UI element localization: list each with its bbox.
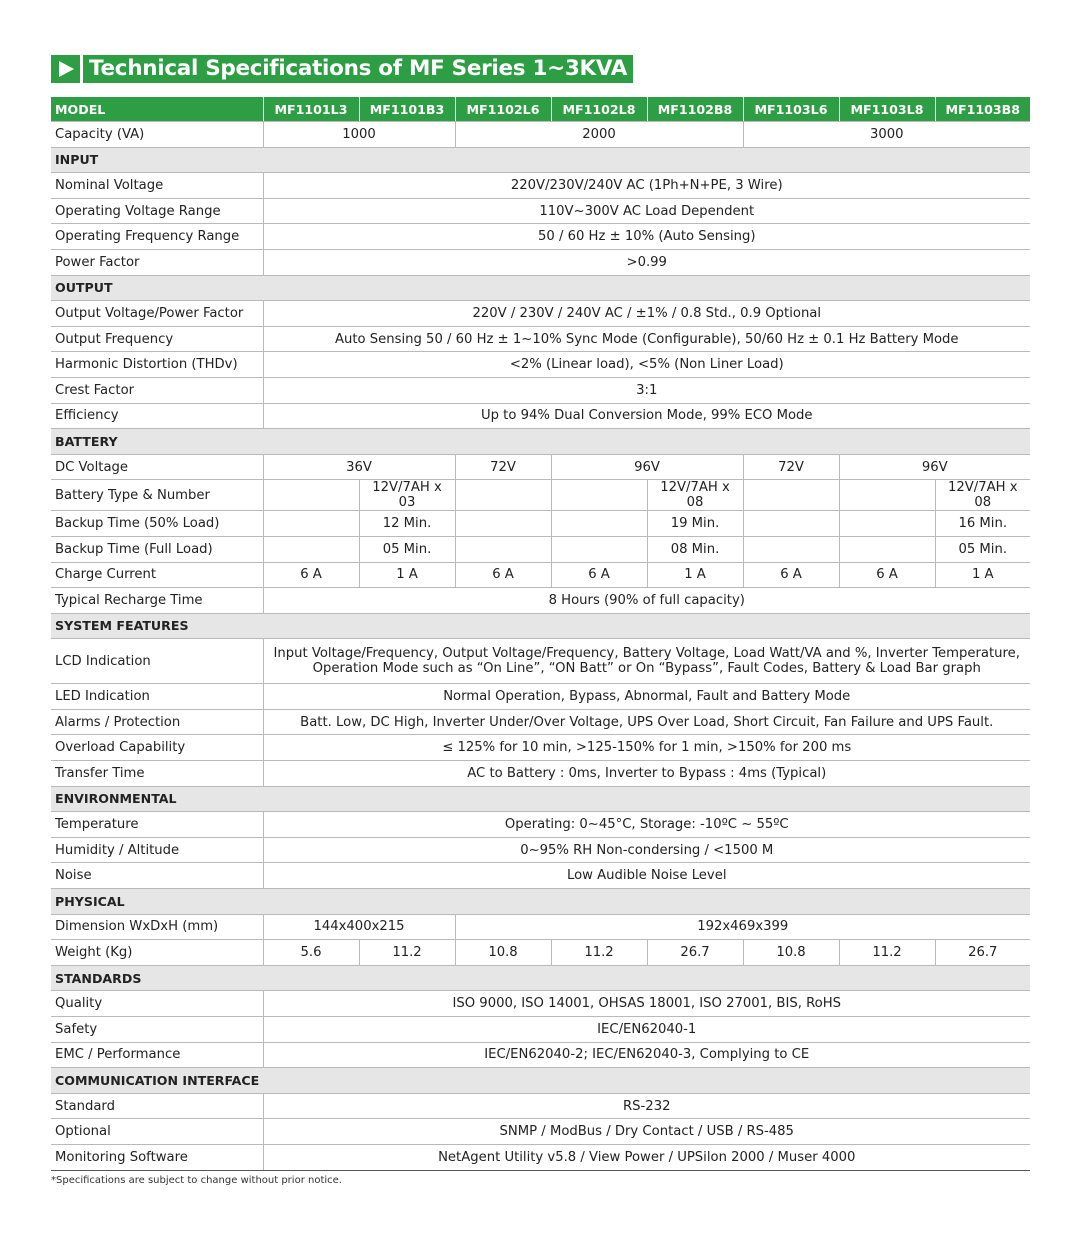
row-label: Nominal Voltage <box>51 173 263 199</box>
row-value: 16 Min. <box>935 511 1030 537</box>
row-value: 1 A <box>935 562 1030 588</box>
table-row <box>51 536 1030 562</box>
row-value: SNMP / ModBus / Dry Contact / USB / RS-485 <box>263 1119 1030 1145</box>
empty-cell <box>743 536 839 562</box>
empty-cell <box>743 480 839 511</box>
model-header: MODEL <box>51 97 263 122</box>
section-heading-row <box>51 889 1030 915</box>
table-row <box>51 812 1030 838</box>
table-row <box>51 224 1030 250</box>
section-heading-row <box>51 1068 1030 1094</box>
row-value: 12V/7AH x 08 <box>647 480 743 511</box>
row-label: Efficiency <box>51 403 263 429</box>
table-row <box>51 326 1030 352</box>
row-value: 6 A <box>743 562 839 588</box>
row-value: 72V <box>743 454 839 480</box>
row-label: Standard <box>51 1093 263 1119</box>
table-row <box>51 761 1030 787</box>
table-row <box>51 588 1030 614</box>
row-value: 11.2 <box>839 940 935 966</box>
footnote: *Specifications are subject to change without prior notice. <box>51 1175 342 1186</box>
row-value: 220V / 230V / 240V AC / ±1% / 0.8 Std., 0.9 Optional <box>263 301 1030 327</box>
row-label: Quality <box>51 991 263 1017</box>
section-heading: ENVIRONMENTAL <box>51 786 1030 812</box>
row-label: Optional <box>51 1119 263 1145</box>
section-heading: SYSTEM FEATURES <box>51 613 1030 639</box>
row-value: 36V <box>263 454 455 480</box>
table-row <box>51 301 1030 327</box>
model-name: MF1102L8 <box>551 97 647 122</box>
row-value: 12V/7AH x 03 <box>359 480 455 511</box>
table-row <box>51 837 1030 863</box>
table-row <box>51 1119 1030 1145</box>
row-value: >0.99 <box>263 249 1030 275</box>
row-label: Dimension WxDxH (mm) <box>51 914 263 940</box>
row-value: IEC/EN62040-2; IEC/EN62040-3, Complying to CE <box>263 1042 1030 1068</box>
table-row <box>51 1042 1030 1068</box>
row-value: 6 A <box>551 562 647 588</box>
row-value: 220V/230V/240V AC (1Ph+N+PE, 3 Wire) <box>263 173 1030 199</box>
model-name: MF1103L6 <box>743 97 839 122</box>
table-row <box>51 639 1030 684</box>
section-heading: PHYSICAL <box>51 889 1030 915</box>
row-value: IEC/EN62040-1 <box>263 1017 1030 1043</box>
row-value: 50 / 60 Hz ± 10% (Auto Sensing) <box>263 224 1030 250</box>
section-heading: COMMUNICATION INTERFACE <box>51 1068 1030 1094</box>
row-label: Alarms / Protection <box>51 709 263 735</box>
row-value: 08 Min. <box>647 536 743 562</box>
row-label: Operating Voltage Range <box>51 198 263 224</box>
table-row <box>51 709 1030 735</box>
row-value: NetAgent Utility v5.8 / View Power / UPSilon 2000 / Muser 4000 <box>263 1144 1030 1170</box>
row-value: 26.7 <box>647 940 743 966</box>
row-value: 10.8 <box>743 940 839 966</box>
lcd-line-1: Input Voltage/Frequency, Output Voltage/Frequency, Battery Voltage, Load Watt/VA and %, Inverter Temperature, <box>273 646 1020 662</box>
row-label: LED Indication <box>51 684 263 710</box>
row-value: 3:1 <box>263 377 1030 403</box>
row-value: 11.2 <box>359 940 455 966</box>
row-label: Safety <box>51 1017 263 1043</box>
section-heading: INPUT <box>51 147 1030 173</box>
table-row <box>51 1144 1030 1170</box>
model-name: MF1102B8 <box>647 97 743 122</box>
row-label: Harmonic Distortion (THDv) <box>51 352 263 378</box>
row-value: Auto Sensing 50 / 60 Hz ± 1~10% Sync Mode (Configurable), 50/60 Hz ± 0.1 Hz Battery Mode <box>263 326 1030 352</box>
row-value: 110V~300V AC Load Dependent <box>263 198 1030 224</box>
row-label: Output Voltage/Power Factor <box>51 301 263 327</box>
section-heading: BATTERY <box>51 429 1030 455</box>
row-label: Typical Recharge Time <box>51 588 263 614</box>
table-row <box>51 940 1030 966</box>
row-value: 1 A <box>647 562 743 588</box>
row-label: Overload Capability <box>51 735 263 761</box>
row-label: Temperature <box>51 812 263 838</box>
table-row <box>51 454 1030 480</box>
empty-cell <box>455 536 551 562</box>
row-label: Operating Frequency Range <box>51 224 263 250</box>
model-name: MF1101B3 <box>359 97 455 122</box>
empty-cell <box>551 511 647 537</box>
row-value: AC to Battery : 0ms, Inverter to Bypass : 4ms (Typical) <box>263 761 1030 787</box>
row-value: Up to 94% Dual Conversion Mode, 99% ECO Mode <box>263 403 1030 429</box>
table-row <box>51 1017 1030 1043</box>
table-row <box>51 684 1030 710</box>
row-label: Humidity / Altitude <box>51 837 263 863</box>
row-value: Operating: 0~45°C, Storage: -10ºC ~ 55ºC <box>263 812 1030 838</box>
row-value <box>263 639 1030 684</box>
row-value: 8 Hours (90% of full capacity) <box>263 588 1030 614</box>
lcd-line-2: Operation Mode such as “On Line”, “ON Batt” or On “Bypass”, Fault Codes, Battery & Load Bar graph <box>312 661 981 677</box>
section-heading-row <box>51 786 1030 812</box>
model-name: MF1101L3 <box>263 97 359 122</box>
table-row <box>51 511 1030 537</box>
row-label: Monitoring Software <box>51 1144 263 1170</box>
empty-cell <box>263 511 359 537</box>
row-value: 10.8 <box>455 940 551 966</box>
section-heading: OUTPUT <box>51 275 1030 301</box>
table-row <box>51 863 1030 889</box>
table-row <box>51 352 1030 378</box>
empty-cell <box>839 480 935 511</box>
table-row <box>51 1093 1030 1119</box>
row-value: <2% (Linear load), <5% (Non Liner Load) <box>263 352 1030 378</box>
row-value: ISO 9000, ISO 14001, OHSAS 18001, ISO 27001, BIS, RoHS <box>263 991 1030 1017</box>
row-value: 2000 <box>455 122 743 148</box>
row-value: Low Audible Noise Level <box>263 863 1030 889</box>
row-label: Crest Factor <box>51 377 263 403</box>
empty-cell <box>263 480 359 511</box>
empty-cell <box>743 511 839 537</box>
row-value: Batt. Low, DC High, Inverter Under/Over Voltage, UPS Over Load, Short Circuit, Fan Failure and UPS Fault. <box>263 709 1030 735</box>
row-label: EMC / Performance <box>51 1042 263 1068</box>
row-value: 05 Min. <box>359 536 455 562</box>
empty-cell <box>551 480 647 511</box>
section-heading-row <box>51 613 1030 639</box>
row-value: 12 Min. <box>359 511 455 537</box>
row-label: Power Factor <box>51 249 263 275</box>
row-label: Backup Time (Full Load) <box>51 536 263 562</box>
table-row <box>51 562 1030 588</box>
row-label: LCD Indication <box>51 639 263 684</box>
table-row <box>51 377 1030 403</box>
table-row <box>51 403 1030 429</box>
header-row <box>51 97 1030 122</box>
table-row <box>51 249 1030 275</box>
row-label: Output Frequency <box>51 326 263 352</box>
row-value: RS-232 <box>263 1093 1030 1119</box>
row-value: 72V <box>455 454 551 480</box>
table-row <box>51 735 1030 761</box>
row-value: ≤ 125% for 10 min, >125-150% for 1 min, >150% for 200 ms <box>263 735 1030 761</box>
table-row <box>51 122 1030 148</box>
row-value: 192x469x399 <box>455 914 1030 940</box>
row-value: 6 A <box>455 562 551 588</box>
row-value: 12V/7AH x 08 <box>935 480 1030 511</box>
section-heading-row <box>51 965 1030 991</box>
table-row <box>51 198 1030 224</box>
row-label: Weight (Kg) <box>51 940 263 966</box>
row-value: 5.6 <box>263 940 359 966</box>
play-arrow-icon <box>51 55 80 83</box>
spec-table <box>51 97 1030 1171</box>
row-label: Capacity (VA) <box>51 122 263 148</box>
row-value: 19 Min. <box>647 511 743 537</box>
row-label: Charge Current <box>51 562 263 588</box>
row-label: Battery Type & Number <box>51 480 263 511</box>
row-value: 96V <box>551 454 743 480</box>
row-value: 0~95% RH Non-condersing / <1500 M <box>263 837 1030 863</box>
row-label: Backup Time (50% Load) <box>51 511 263 537</box>
row-label: DC Voltage <box>51 454 263 480</box>
page-title-bar <box>51 55 633 83</box>
row-value: 3000 <box>743 122 1030 148</box>
table-row <box>51 480 1030 511</box>
row-value: 05 Min. <box>935 536 1030 562</box>
row-value: Normal Operation, Bypass, Abnormal, Fault and Battery Mode <box>263 684 1030 710</box>
row-value: 144x400x215 <box>263 914 455 940</box>
row-value: 1000 <box>263 122 455 148</box>
empty-cell <box>455 511 551 537</box>
section-heading-row <box>51 429 1030 455</box>
section-heading-row <box>51 275 1030 301</box>
table-row <box>51 173 1030 199</box>
empty-cell <box>263 536 359 562</box>
table-row <box>51 914 1030 940</box>
model-name: MF1102L6 <box>455 97 551 122</box>
empty-cell <box>839 536 935 562</box>
section-heading-row <box>51 147 1030 173</box>
table-row <box>51 991 1030 1017</box>
empty-cell <box>839 511 935 537</box>
model-name: MF1103B8 <box>935 97 1030 122</box>
row-value: 96V <box>839 454 1030 480</box>
page-title: Technical Specifications of MF Series 1~3KVA <box>83 55 633 83</box>
row-label: Transfer Time <box>51 761 263 787</box>
section-heading: STANDARDS <box>51 965 1030 991</box>
row-value: 26.7 <box>935 940 1030 966</box>
row-value: 1 A <box>359 562 455 588</box>
model-name: MF1103L8 <box>839 97 935 122</box>
row-label: Noise <box>51 863 263 889</box>
row-value: 6 A <box>839 562 935 588</box>
row-value: 11.2 <box>551 940 647 966</box>
empty-cell <box>551 536 647 562</box>
empty-cell <box>455 480 551 511</box>
row-value: 6 A <box>263 562 359 588</box>
